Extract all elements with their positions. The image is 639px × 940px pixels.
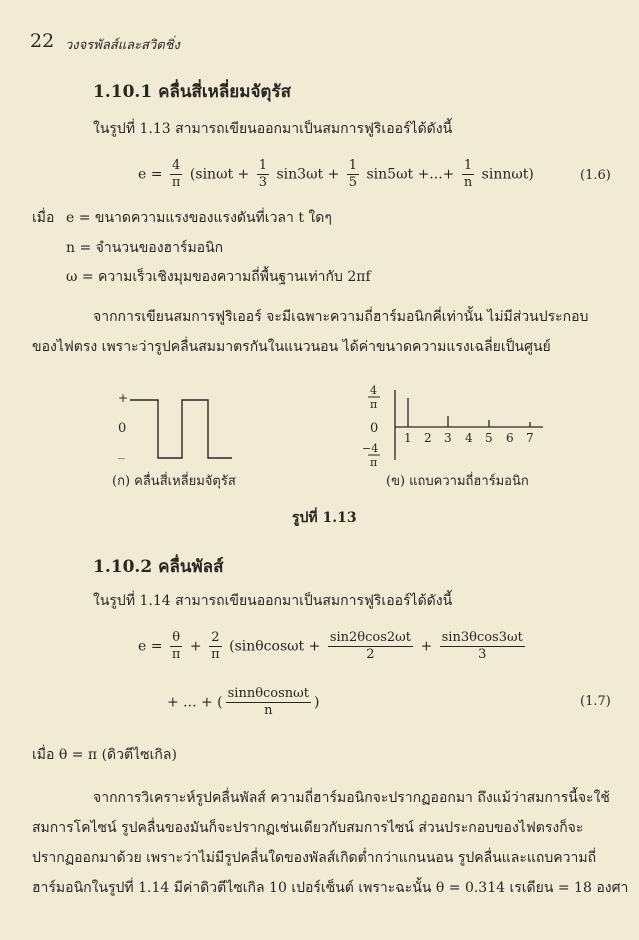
fraction: $\frac{2}{\pi}$ bbox=[211, 630, 220, 662]
spec-top-numerator: 4 bbox=[370, 384, 377, 397]
wave-minus-label: _ bbox=[118, 445, 125, 460]
paragraph-line: จากการเขียนสมการฟูริเออร์ จะมีเฉพาะความถี่ฮาร์มอนิกคี่เท่านั้น ไม่มีส่วนประกอบ bbox=[93, 309, 589, 325]
spectrum-plot bbox=[395, 390, 543, 460]
definition-n: n = จำนวนของฮาร์มอนิก bbox=[66, 240, 224, 256]
spec-zero-label: 0 bbox=[370, 421, 379, 436]
equation-number: (1.6) bbox=[580, 168, 611, 183]
section-heading-2: 1.10.2 คลื่นพัลส์ bbox=[93, 557, 224, 577]
spec-bottom-denominator: π bbox=[370, 456, 378, 469]
paragraph-line: สมการโคไซน์ รูปคลื่นของมันก็จะปรากฏเช่นเดียวกับสมการไซน์ ส่วนประกอบของไฟตรงก็จะ bbox=[32, 820, 584, 836]
section-heading-1: 1.10.1 คลื่นสี่เหลี่ยมจัตุรัส bbox=[93, 82, 291, 102]
caption-b: (ข) แถบความถี่ฮาร์มอนิก bbox=[386, 474, 529, 489]
definition-omega: ω = ความเร็วเชิงมุมของความถี่พื้นฐานเท่ากับ 2πf bbox=[66, 269, 371, 285]
fraction: $\frac{4}{\pi}$ bbox=[171, 158, 181, 190]
tick-label: 1 bbox=[404, 431, 412, 445]
tick-label: 4 bbox=[465, 431, 473, 445]
equation-1-7-line-2: + ... + ( $\frac{\text{sinnθcosnωt}}{n}$ ) bbox=[167, 686, 320, 718]
caption-a: (ก) คลื่นสี่เหลี่ยมจัตุรัส bbox=[112, 474, 236, 489]
where-duty-cycle: เมื่อ θ = π (ดิวตีไซเกิล) bbox=[32, 747, 177, 763]
tick-label: 7 bbox=[526, 431, 534, 445]
fraction: $\frac{\sin 3\theta\cos 3\omega t}{3}$ bbox=[441, 630, 523, 662]
fraction: $\frac{\theta}{\pi}$ bbox=[171, 630, 181, 662]
fraction: $\frac{1}{5}$ bbox=[348, 158, 358, 190]
tick-label: 6 bbox=[506, 431, 514, 445]
paragraph-line: ของไฟตรง เพราะว่ารูปคลื่นสมมาตรกันในแนวนอน ได้ค่าขนาดความแรงเฉลี่ยเป็นศูนย์ bbox=[32, 339, 551, 355]
paragraph-line: จากการวิเคราะห์รูปคลื่นพัลส์ ความถี่ฮาร์มอนิกจะปรากฏออกมา ถึงแม้ว่าสมการนี้จะใช้ bbox=[93, 790, 610, 806]
equation-1-7-line-1: e = $\frac{\theta}{\pi}$ + $\frac{2}{\pi}$ (sinθcosωt + $\frac{\sin 2\theta\cos 2\omega t}{2}$ + $\frac{\sin 3\theta\cos 3\omega t}{3}$ bbox=[138, 630, 523, 662]
spec-top-denominator: π bbox=[370, 398, 378, 411]
fraction: $\frac{1}{3}$ bbox=[258, 158, 268, 190]
tick-label: 5 bbox=[485, 431, 493, 445]
fraction: $\frac{\text{sinnθcosnωt}}{n}$ bbox=[227, 686, 310, 718]
equation-number: (1.7) bbox=[580, 694, 611, 709]
fraction: $\frac{\sin 2\theta\cos 2\omega t}{2}$ bbox=[329, 630, 411, 662]
paragraph-line: ปรากฏออกมาด้วย เพราะว่าไม่มีรูปคลื่นใดของพัลส์เกิดต่ำกว่าแกนนอน รูปคลื่นและแถบความถี่ bbox=[32, 850, 597, 866]
tick-label: 2 bbox=[424, 431, 432, 445]
wave-plus-label: + bbox=[118, 391, 129, 405]
where-label: เมื่อ bbox=[32, 210, 55, 226]
square-wave-plot bbox=[130, 400, 232, 458]
definition-e: e = ขนาดความแรงของแรงดันที่เวลา t ใดๆ bbox=[66, 210, 332, 226]
square-wave-line bbox=[130, 400, 232, 458]
tick-label: 3 bbox=[444, 431, 452, 445]
intro-text-2: ในรูปที่ 1.14 สามารถเขียนออกมาเป็นสมการฟูริเออร์ได้ดังนี้ bbox=[93, 593, 453, 609]
wave-zero-label: 0 bbox=[118, 421, 127, 436]
page-number: 22 bbox=[30, 30, 55, 52]
figure-title: รูปที่ 1.13 bbox=[292, 510, 357, 526]
paragraph-line: ฮาร์มอนิกในรูปที่ 1.14 มีค่าดิวตีไซเกิล 10 เปอร์เซ็นต์ เพราะฉะนั้น θ = 0.314 เรเดียน = 18 องศา bbox=[32, 880, 629, 896]
figure-1-13 bbox=[0, 380, 639, 480]
spec-bottom-numerator: −4 bbox=[362, 442, 379, 455]
fraction: $\frac{1}{n}$ bbox=[463, 158, 473, 190]
running-header: วงจรพัลส์และสวิตชิ่ง bbox=[65, 38, 180, 53]
eq-lhs: e = bbox=[138, 166, 163, 183]
equation-1-6: e = $\frac{4}{\pi}$ (sinωt + $\frac{1}{3}$ sin3ωt + $\frac{1}{5}$ sin5ωt +...+ $\frac{1}{n}$ sinnωt) bbox=[138, 158, 534, 190]
intro-text-1: ในรูปที่ 1.13 สามารถเขียนออกมาเป็นสมการฟูริเออร์ได้ดังนี้ bbox=[93, 121, 453, 137]
